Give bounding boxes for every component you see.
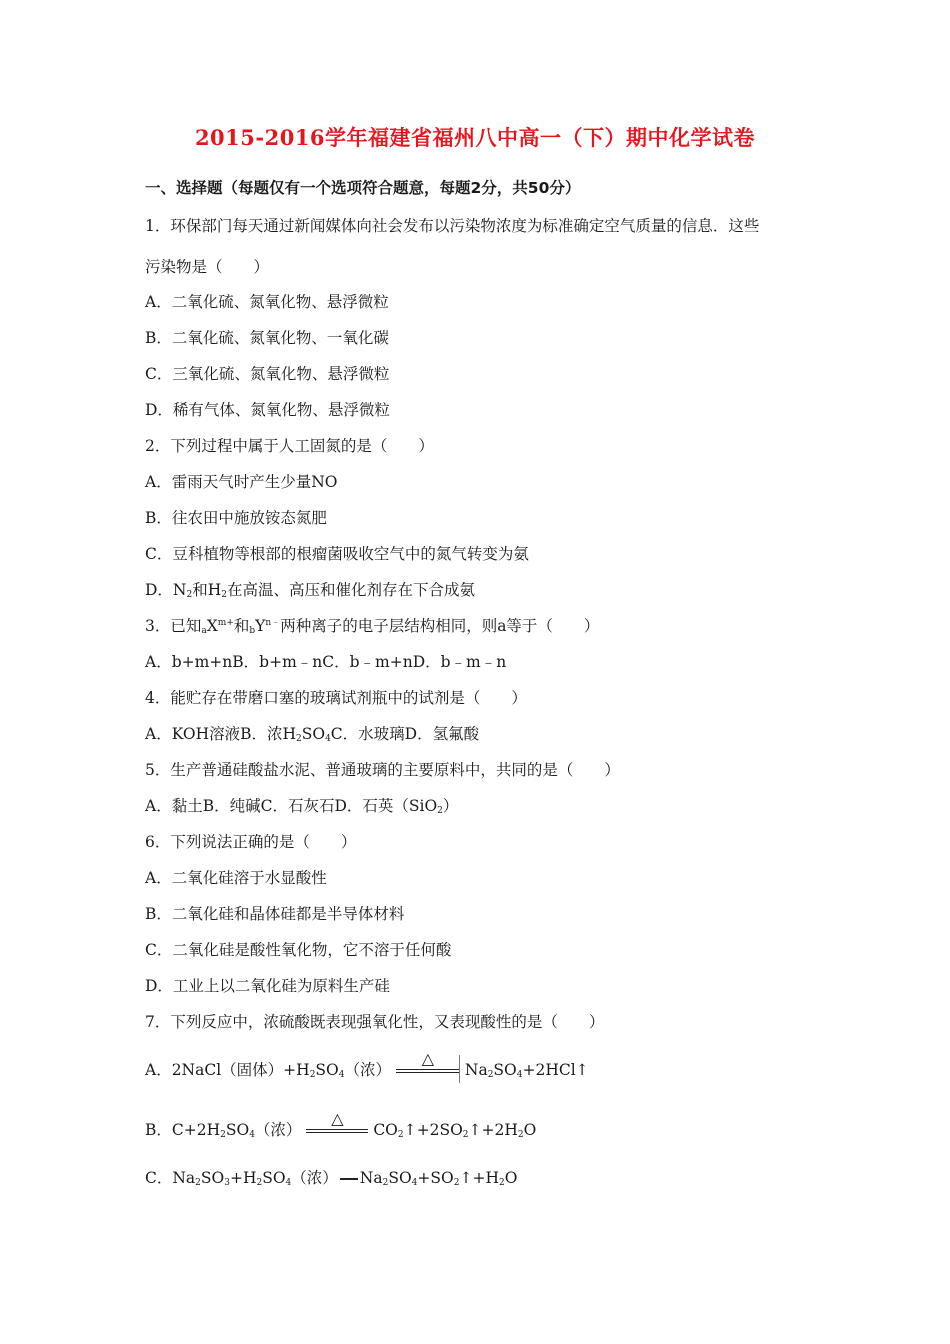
q3-text-post: 两种离子的电子层结构相同，则a等于（ ） [280,617,600,635]
q4-opt-text-2: SO [301,725,326,743]
q7-c-r4: ↑+H [459,1169,499,1187]
q3-text-pre: 3．已知 [145,617,202,635]
q7-b-rs2: 2 [462,1130,469,1140]
q2-stem: 2．下列过程中属于人工固氮的是（ ） [145,437,434,455]
q5-stem: 5．生产普通硅酸盐水泥、普通玻璃的主要原料中，共同的是（ ） [145,761,620,779]
heat-icon: △ [331,1109,344,1128]
q4-opt-text-3: C．水玻璃D．氢氟酸 [330,725,480,743]
q2-d-text-2: 和H [192,581,222,599]
q7-b-left [145,1121,301,1139]
q2-option-b: B．往农田中施放铵态氮肥 [145,509,327,527]
q2-option-a: A．雷雨天气时产生少量NO [145,473,338,491]
q7-c-r2: SO [388,1169,412,1187]
q2-d-text-3: 在高温、高压和催化剂存在下合成氨 [227,581,476,599]
q7-a-l3: （浓） [344,1061,391,1079]
q7-c-ls4: 4 [285,1178,292,1188]
q7-a-r1: Na [464,1061,488,1079]
q7-a-left [145,1061,391,1079]
q7-c-reaction-dash [340,1178,358,1180]
bar-tick [459,1055,460,1083]
q7-a-ls1: 2 [309,1070,316,1080]
equals-bar [306,1129,368,1133]
q7-b-r2: ↑+2SO [403,1121,463,1139]
q1-option-b: B．二氧化硫、氮氧化物、一氧化碳 [145,329,389,347]
q7-a-r3: +2HCl↑ [522,1061,589,1079]
q1-stem-line2: 污染物是（ ） [145,258,270,276]
heat-icon: △ [421,1049,435,1068]
exam-title: 2015-2016学年福建省福州八中高一（下）期中化学试卷 [194,125,756,150]
q2-d-sub-1: 2 [186,590,193,600]
q7-c-l2: SO [200,1169,225,1187]
q6-option-c: C．二氧化硅是酸性氧化物，它不溶于任何酸 [145,941,452,959]
q6-stem: 6．下列说法正确的是（ ） [145,833,357,851]
q4-opt-text-1: A．KOH溶液B．浓H [145,725,296,743]
q3-ion-y: Y [255,617,266,635]
q7-c-l1: C．Na [145,1169,196,1187]
q7-c-ls2: 3 [224,1178,230,1188]
q5-opt-sub: 2 [437,806,443,816]
q7-b-reaction-arrow [306,1109,368,1133]
q7-a-l2: SO [315,1061,339,1079]
q7-b-r4: O [523,1121,537,1139]
q7-a-r2: SO [493,1061,517,1079]
q7-c-rs4: 2 [498,1178,505,1188]
q4-opt-sub-1: 2 [296,734,302,744]
q7-b-rs1: 2 [397,1130,404,1140]
q7-c-r3: +SO [417,1169,454,1187]
q7-b-rs3: 2 [517,1130,524,1140]
q3-atomic-b: b [249,626,256,636]
q7-b-right [373,1121,536,1139]
q5-opt-text-1: A．黏土B．纯碱C．石灰石D．石英（SiO [145,797,438,815]
section-heading: 一、选择题（每题仅有一个选项符合题意，每题2分，共50分） [145,179,581,197]
q7-c-right [360,1169,518,1187]
q7-c-ls3: 2 [256,1178,263,1188]
q7-b-l1: B．C+2H [145,1121,221,1139]
q5-opt-text-2: ） [442,797,459,815]
q7-a-l1: A．2NaCl（固体）+H [145,1061,310,1079]
q4-stem: 4．能贮存在带磨口塞的玻璃试剂瓶中的试剂是（ ） [145,689,527,707]
q7-b-l2: SO [225,1121,250,1139]
q7-stem: 7．下列反应中，浓硫酸既表现强氧化性，又表现酸性的是（ ） [145,1013,605,1031]
q2-option-d [145,578,475,600]
q2-d-text-1: D．N [145,581,187,599]
q7-c-rs2: 4 [411,1178,418,1188]
q3-text-mid: 和 [233,617,250,635]
q3-atomic-a: a [201,626,207,636]
q1-option-a: A．二氧化硫、氮氧化物、悬浮微粒 [145,293,389,311]
q3-ion-x: X [206,617,218,635]
q1-option-c: C．三氧化硫、氮氧化物、悬浮微粒 [145,365,390,383]
q7-c-ls1: 2 [195,1178,201,1188]
q7-a-rs1: 2 [487,1070,494,1080]
q7-a-ls2: 4 [338,1070,345,1080]
q7-a-reaction-arrow [396,1049,460,1073]
q6-option-b: B．二氧化硅和晶体硅都是半导体材料 [145,905,405,923]
q7-option-c [145,1166,517,1188]
q2-d-sub-2: 2 [221,590,227,600]
q3-charge-x: m+ [217,618,234,628]
q7-b-l3: （浓） [254,1121,302,1139]
q3-charge-y: n﹣ [265,618,281,628]
q7-b-r3: ↑+2H [468,1121,518,1139]
q4-options [145,722,479,744]
q7-a-right [465,1061,589,1079]
q6-option-a: A．二氧化硅溶于水显酸性 [145,869,327,887]
q7-b-ls2: 4 [249,1130,255,1140]
q4-opt-sub-2: 4 [325,734,331,744]
q7-c-l5: （浓） [291,1169,338,1187]
q6-option-d: D．工业上以二氧化硅为原料生产硅 [145,977,390,995]
equals-bar [396,1069,460,1073]
q7-c-l4: SO [262,1169,286,1187]
q7-c-rs1: 2 [382,1178,389,1188]
q3-options: A．b+m+nB．b+m﹣nC．b﹣m+nD．b﹣m﹣n [145,653,507,671]
q7-a-rs2: 4 [516,1070,523,1080]
q7-option-a [145,1049,589,1080]
q3-stem [145,614,599,636]
q7-c-left [145,1169,338,1187]
q7-c-r5: O [504,1169,518,1187]
q7-option-b [145,1109,537,1140]
q7-b-r1: CO [373,1121,398,1139]
q5-options [145,794,458,816]
q1-stem-line1: 1．环保部门每天通过新闻媒体向社会发布以污染物浓度为标准确定空气质量的信息．这些 [145,217,760,235]
q7-b-ls1: 2 [220,1130,226,1140]
q7-c-r1: Na [359,1169,383,1187]
q1-option-d: D．稀有气体、氮氧化物、悬浮微粒 [145,401,390,419]
q2-option-c: C．豆科植物等根部的根瘤菌吸收空气中的氮气转变为氨 [145,545,529,563]
q7-c-rs3: 2 [453,1178,460,1188]
q7-c-l3: +H [229,1169,257,1187]
